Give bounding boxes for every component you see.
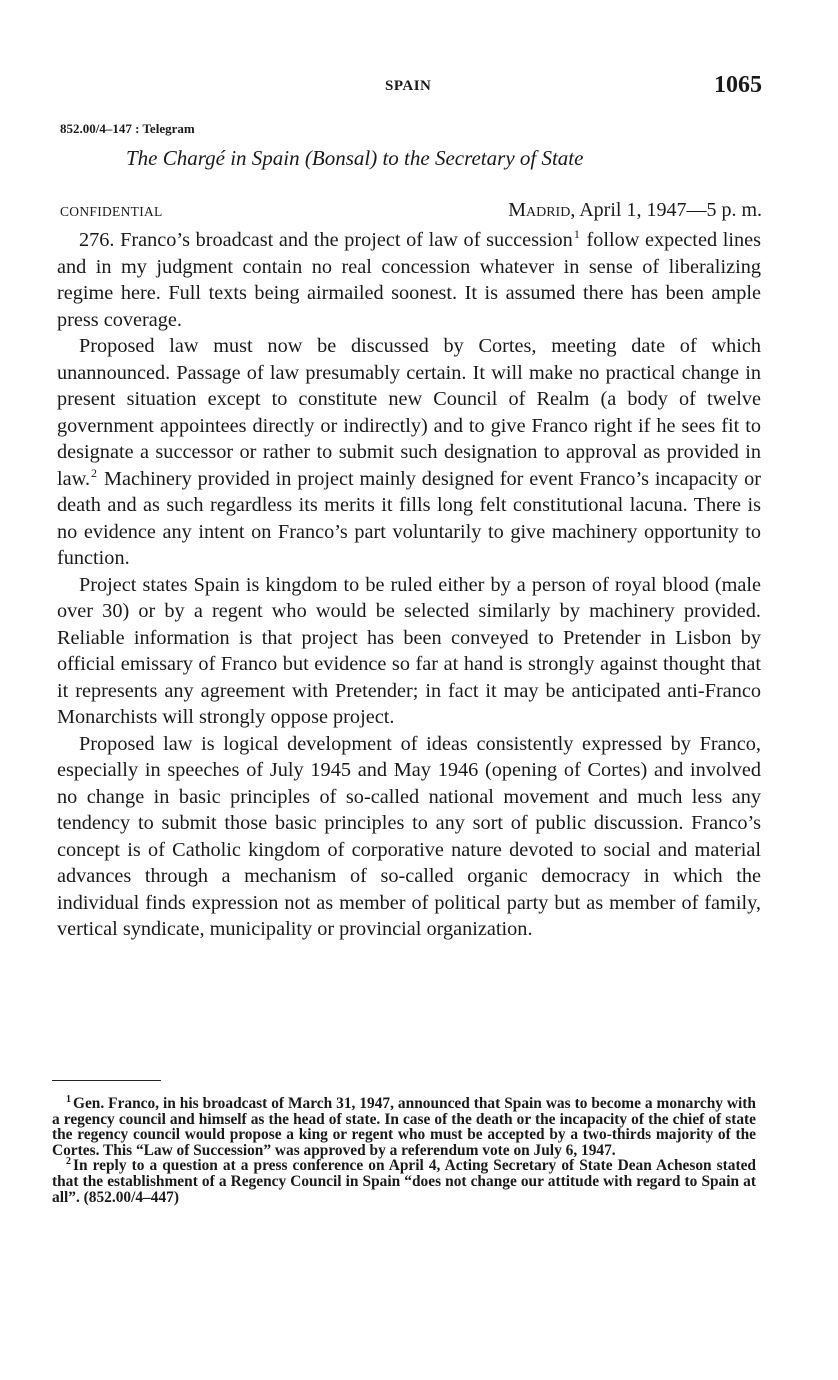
file-reference: 852.00/4–147 : Telegram [60, 121, 195, 136]
dateline [508, 199, 762, 222]
classification-label: CONFIDENTIAL [60, 204, 163, 219]
footnote-1-text: Gen. Franco, in his broadcast of March 31, 1947, announced that Spain was to become a monarchy with a regency council and himself as the head of state. In case of the death or the incapacity of the chief of state the regency council would propose a king or regent who must be accepted by a two-thirds majority of the Cortes. This “Law of Succession” was approved by a referendum vote on July 6, 1947. [52, 1095, 756, 1159]
paragraph-2-text-b: Machinery provided in project mainly designed for event Franco’s incapacity or death and as such regardless its merits it fills long felt constitutional lacuna. There is no evidence any intent on Franco’s part voluntarily to give machinery opportunity to function. [57, 467, 761, 569]
paragraph-2-text-a: Proposed law must now be discussed by Cortes, meeting date of which unannounced. Passage of law presumably certain. It will make no practical change in present situation except to constitute new Council of Realm (a body of twelve government appointees directly or indirectly) and to give Franco right if he sees fit to designate a successor or rather to submit such designation to approval as provided in law. [57, 335, 761, 490]
running-head: SPAIN [385, 78, 432, 94]
paragraph-2 [57, 333, 761, 572]
footnote-2-text: In reply to a question at a press conference on April 4, Acting Secretary of State Dean Acheson stated that the establishment of a Regency Council in Spain “does not change our attitude with regard to Spain at all”. (852.00/4–447) [52, 1157, 756, 1206]
paragraph-1 [57, 227, 761, 333]
page-number: 1065 [714, 72, 762, 98]
footnote-1-mark: 1 [66, 1093, 71, 1105]
footnote-1 [52, 1093, 756, 1159]
footnote-2 [52, 1158, 756, 1205]
footnotes [52, 1093, 756, 1206]
paragraph-1-text-a: 276. Franco’s broadcast and the project of law of succession [79, 229, 573, 251]
telegram-body [57, 227, 761, 943]
footnote-ref-1[interactable]: 1 [573, 227, 580, 242]
paragraph-4: Proposed law is logical development of ideas consistently expressed by Franco, especially in speeches of July 1945 and May 1946 (opening of Cortes) and involved no change in basic principles of so-called national movement and much less any tendency to submit those basic principles to any sort of public discussion. Franco’s concept is of Catholic kingdom of corporative nature devoted to social and material advances through a mechanism of so-called organic democracy in which the individual finds expression not as member of political party but as member of family, vertical syndicate, municipality or provincial organization. [57, 732, 761, 940]
footnote-2-mark: 2 [66, 1156, 71, 1168]
footnote-divider [52, 1080, 161, 1081]
paragraph-1-text-b: follow expected lines and in my judgment contain no real concession whatever in sense of liberalizing regime here. Full texts being airmailed soonest. It is assumed there has been ample press coverage. [57, 229, 762, 331]
dateline-place: Madrid, [508, 199, 576, 221]
dateline-date: April 1, 1947—5 p. m. [575, 199, 762, 221]
paragraph-3: Project states Spain is kingdom to be ruled either by a person of royal blood (male over 30) or by a regent who would be selected similarly by machinery provided. Reliable information is that project has been conveyed to Pretender in Lisbon by official emissary of Franco but evidence so far at hand is strongly against thought that it represents any agreement with Pretender; in fact it may be anticipated anti-Franco Monarchists will strongly oppose project. [57, 573, 761, 728]
footnote-ref-2[interactable]: 2 [91, 465, 98, 480]
document-title: The Chargé in Spain (Bonsal) to the Secretary of State [126, 146, 584, 170]
